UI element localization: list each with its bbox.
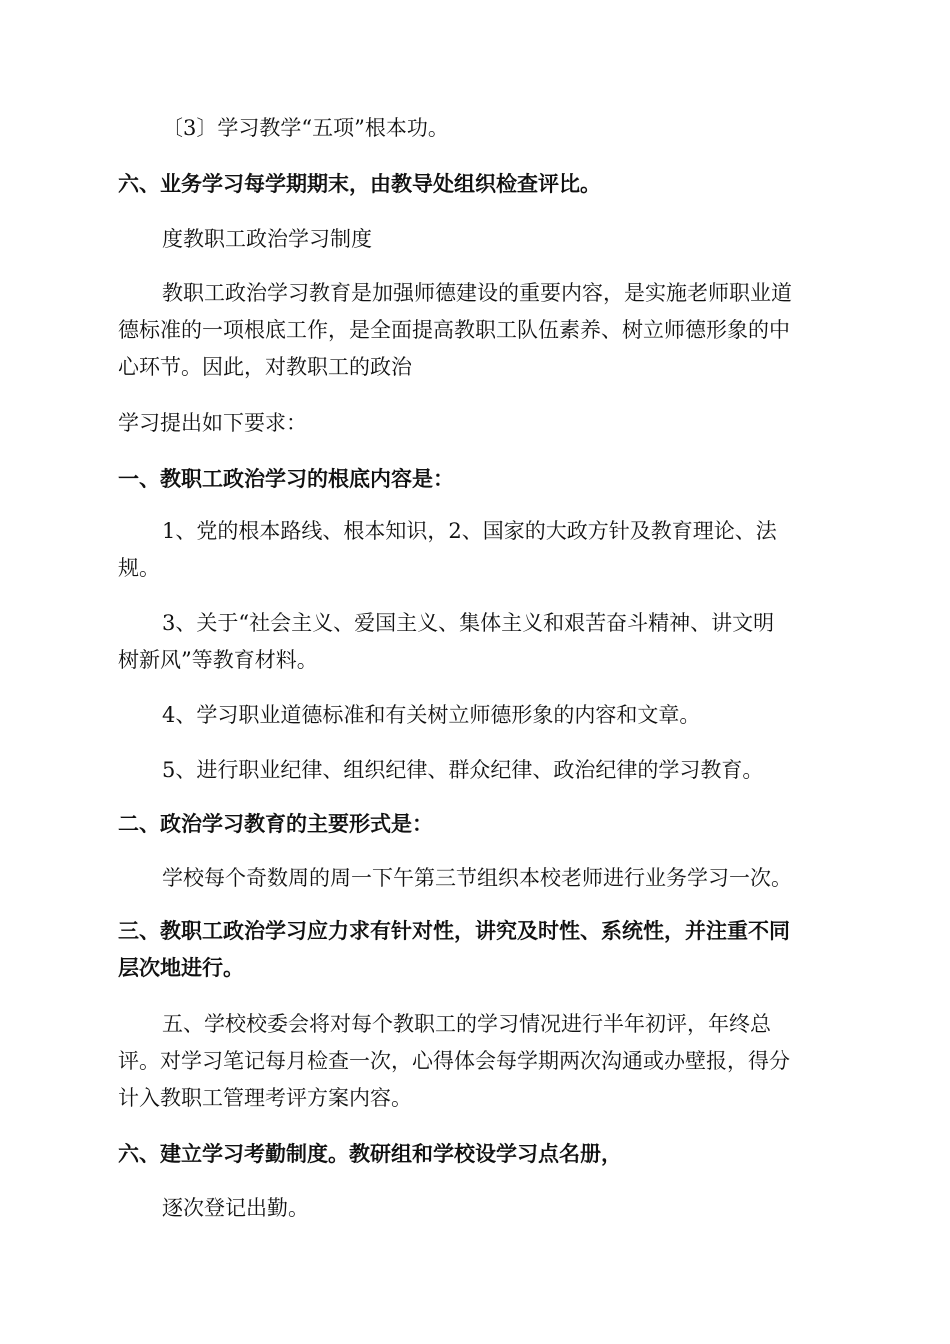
text-line: 规。 bbox=[118, 556, 160, 580]
heading-text: 二、政治学习教育的主要形式是： bbox=[118, 812, 433, 836]
text-line: 教职工政治学习教育是加强师德建设的重要内容，是实施老师职业道 bbox=[162, 281, 792, 305]
heading-basic-content bbox=[118, 461, 838, 498]
heading-text: 六、建立学习考勤制度。教研组和学校设学习点名册， bbox=[118, 1142, 622, 1166]
paragraph-evaluation bbox=[118, 1006, 838, 1117]
heading-text: 六、业务学习每学期期末，由教导处组织检查评比。 bbox=[118, 172, 601, 196]
heading-text: 一、教职工政治学习的根底内容是： bbox=[118, 467, 454, 491]
text-line: 5、进行职业纪律、组织纪律、群众纪律、政治纪律的学习教育。 bbox=[162, 758, 764, 782]
paragraph-system-title bbox=[162, 221, 882, 258]
text-line: 1、党的根本路线、根本知识，2、国家的大政方针及教育理论、法 bbox=[162, 519, 777, 543]
heading-main-form bbox=[118, 806, 838, 843]
paragraph-skill bbox=[162, 110, 882, 147]
text-line: 计入教职工管理考评方案内容。 bbox=[118, 1086, 412, 1110]
heading-targeted-learning bbox=[118, 913, 838, 987]
list-item-4 bbox=[162, 697, 882, 734]
heading-text: 层次地进行。 bbox=[118, 956, 244, 980]
text-line: 德标准的一项根底工作，是全面提高教职工队伍素养、树立师德形象的中 bbox=[118, 318, 790, 342]
text-line: 逐次登记出勤。 bbox=[162, 1196, 309, 1220]
text-line: 评。对学习笔记每月检查一次，心得体会每学期两次沟通或办壁报，得分 bbox=[118, 1049, 790, 1073]
text-line: 〔3〕学习教学“五项”根本功。 bbox=[162, 116, 449, 140]
heading-attendance bbox=[118, 1136, 838, 1173]
paragraph-requirements bbox=[118, 405, 838, 442]
text-line: 3、关于“社会主义、爱国主义、集体主义和艰苦奋斗精神、讲文明 bbox=[162, 611, 775, 635]
paragraph-schedule bbox=[162, 860, 882, 897]
text-line: 学校每个奇数周的周一下午第三节组织本校老师进行业务学习一次。 bbox=[162, 866, 792, 890]
paragraph-attendance-record bbox=[162, 1190, 882, 1227]
paragraph-intro bbox=[118, 275, 838, 386]
text-line: 学习提出如下要求： bbox=[118, 411, 307, 435]
text-line: 心环节。因此，对教职工的政治 bbox=[118, 355, 412, 379]
list-item-3 bbox=[118, 605, 838, 679]
heading-semester-review bbox=[118, 166, 838, 203]
text-line: 4、学习职业道德标准和有关树立师德形象的内容和文章。 bbox=[162, 703, 701, 727]
list-item-5 bbox=[162, 752, 882, 789]
text-line: 五、学校校委会将对每个教职工的学习情况进行半年初评，年终总 bbox=[162, 1012, 771, 1036]
text-line: 树新风”等教育材料。 bbox=[118, 648, 318, 672]
text-line: 度教职工政治学习制度 bbox=[162, 227, 372, 251]
list-item-1-2 bbox=[118, 513, 838, 587]
heading-text: 三、教职工政治学习应力求有针对性，讲究及时性、系统性，并注重不同 bbox=[118, 919, 790, 943]
